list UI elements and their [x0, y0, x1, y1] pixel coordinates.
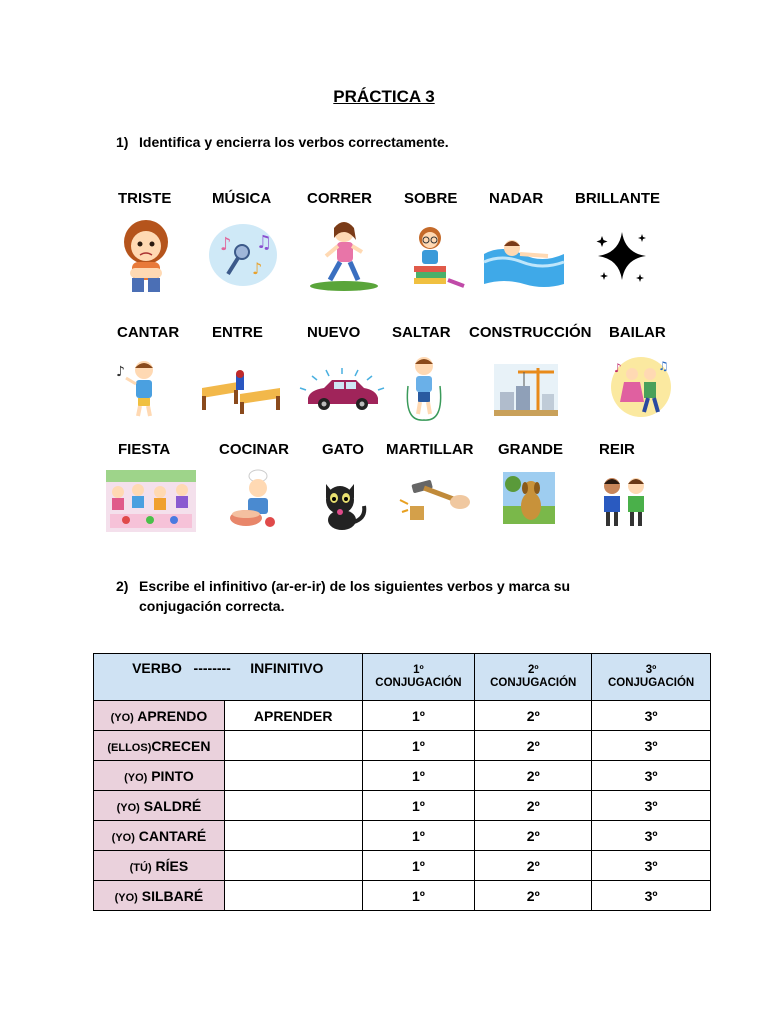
conj-2-option[interactable]: 2º [475, 701, 592, 731]
conj-3-option[interactable]: 3º [592, 701, 711, 731]
question-2-number: 2) [116, 578, 129, 594]
conj-1-option[interactable]: 1º [362, 851, 475, 881]
infinitive-cell[interactable] [224, 791, 362, 821]
conj-2-option[interactable]: 2º [475, 881, 592, 911]
girl-on-books-image [406, 224, 466, 290]
table-row [94, 791, 711, 821]
word-gato[interactable]: GATO [322, 441, 364, 458]
conjugation-table [93, 653, 711, 911]
infinitive-cell[interactable] [224, 761, 362, 791]
infinitive-cell[interactable] [224, 881, 362, 911]
hammer-image [394, 476, 472, 522]
music-image [208, 222, 278, 288]
black-cat-image [318, 478, 368, 532]
conj-2-option[interactable]: 2º [475, 821, 592, 851]
svg-text:♪: ♪ [116, 364, 125, 380]
header-conj-2: 2º CONJUGACIÓN [475, 654, 592, 701]
svg-text:♪: ♪ [614, 361, 622, 375]
conj-1-option[interactable]: 1º [362, 821, 475, 851]
conj-3-option[interactable]: 3º [592, 851, 711, 881]
table-row [94, 731, 711, 761]
conj-1-option[interactable]: 1º [362, 701, 475, 731]
singing-boy-image [114, 356, 170, 418]
header-conj-1: 1º CONJUGACIÓN [362, 654, 475, 701]
table-row [94, 821, 711, 851]
word-triste[interactable]: TRISTE [118, 190, 172, 207]
question-1-text: Identifica y encierra los verbos correctamente. [139, 134, 449, 150]
infinitive-cell[interactable]: APRENDER [224, 701, 362, 731]
swimming-boy-image [482, 234, 566, 290]
conj-3-option[interactable]: 3º [592, 731, 711, 761]
conj-3-option[interactable]: 3º [592, 761, 711, 791]
verb-cell: (TÚ) RÍES [94, 851, 225, 881]
table-row [94, 761, 711, 791]
sad-girl-image [120, 218, 172, 294]
running-girl-image [306, 218, 382, 292]
big-dog-image [503, 472, 555, 524]
svg-text:♪: ♪ [252, 259, 263, 278]
conj-2-option[interactable]: 2º [475, 761, 592, 791]
infinitive-cell[interactable] [224, 821, 362, 851]
dancing-kids-image [610, 356, 672, 418]
infinitive-cell[interactable] [224, 731, 362, 761]
conj-1-option[interactable]: 1º [362, 731, 475, 761]
conj-1-option[interactable]: 1º [362, 881, 475, 911]
conj-2-option[interactable]: 2º [475, 851, 592, 881]
header-dashes: -------- [193, 660, 231, 676]
word-martillar[interactable]: MARTILLAR [386, 441, 474, 458]
word-entre[interactable]: ENTRE [212, 324, 263, 341]
cooking-boy-image [226, 468, 282, 532]
laughing-kids-image [598, 472, 652, 530]
table-row [94, 701, 711, 731]
word-reir[interactable]: REIR [599, 441, 635, 458]
new-car-image [296, 366, 388, 414]
party-image [106, 470, 196, 532]
verb-cell: (ELLOS)CRECEN [94, 731, 225, 761]
sparkle-image [592, 226, 652, 286]
beds-image [198, 368, 284, 414]
verb-cell: (YO) CANTARÉ [94, 821, 225, 851]
page-title: PRÁCTICA 3 [333, 87, 435, 106]
verb-cell: (YO) SILBARÉ [94, 881, 225, 911]
conj-1-option[interactable]: 1º [362, 791, 475, 821]
table-row [94, 851, 711, 881]
word-fiesta[interactable]: FIESTA [118, 441, 171, 458]
header-infinitive: INFINITIVO [250, 660, 324, 676]
question-2-text: Escribe el infinitivo (ar-er-ir) de los siguientes verbos y marca su conjugación correcta. [139, 578, 571, 614]
question-1 [116, 132, 639, 152]
svg-text:♫: ♫ [658, 359, 669, 373]
question-1-number: 1) [116, 134, 129, 150]
verb-cell: (YO) SALDRÉ [94, 791, 225, 821]
conj-1-option[interactable]: 1º [362, 761, 475, 791]
word-correr[interactable]: CORRER [307, 190, 373, 207]
header-conj-3: 3º CONJUGACIÓN [592, 654, 711, 701]
conj-2-option[interactable]: 2º [475, 791, 592, 821]
verb-cell: (YO) APRENDO [94, 701, 225, 731]
infinitive-cell[interactable] [224, 851, 362, 881]
word-cantar[interactable]: CANTAR [117, 324, 180, 341]
word-sobre[interactable]: SOBRE [404, 190, 458, 207]
header-verb: VERBO [132, 660, 182, 676]
word-grande[interactable]: GRANDE [498, 441, 564, 458]
construction-image [494, 364, 558, 416]
word-bailar[interactable]: BAILAR [609, 324, 666, 341]
header-verb-infinitive [94, 654, 363, 701]
conj-3-option[interactable]: 3º [592, 821, 711, 851]
verb-cell: (YO) PINTO [94, 761, 225, 791]
svg-text:♪: ♪ [220, 234, 232, 255]
word-saltar[interactable]: SALTAR [392, 324, 451, 341]
word-cocinar[interactable]: COCINAR [219, 441, 289, 458]
table-row [94, 881, 711, 911]
word-musica[interactable]: MÚSICA [212, 190, 272, 207]
conj-3-option[interactable]: 3º [592, 791, 711, 821]
word-brillante[interactable]: BRILLANTE [575, 190, 660, 207]
word-construccion[interactable]: CONSTRUCCIÓN [469, 324, 592, 341]
word-nuevo[interactable]: NUEVO [307, 324, 361, 341]
conj-3-option[interactable]: 3º [592, 881, 711, 911]
conj-2-option[interactable]: 2º [475, 731, 592, 761]
table-header-row [94, 654, 711, 701]
jumping-rope-boy-image [400, 352, 448, 422]
word-nadar[interactable]: NADAR [489, 190, 544, 207]
svg-text:♫: ♫ [256, 232, 273, 253]
question-2 [116, 576, 639, 616]
